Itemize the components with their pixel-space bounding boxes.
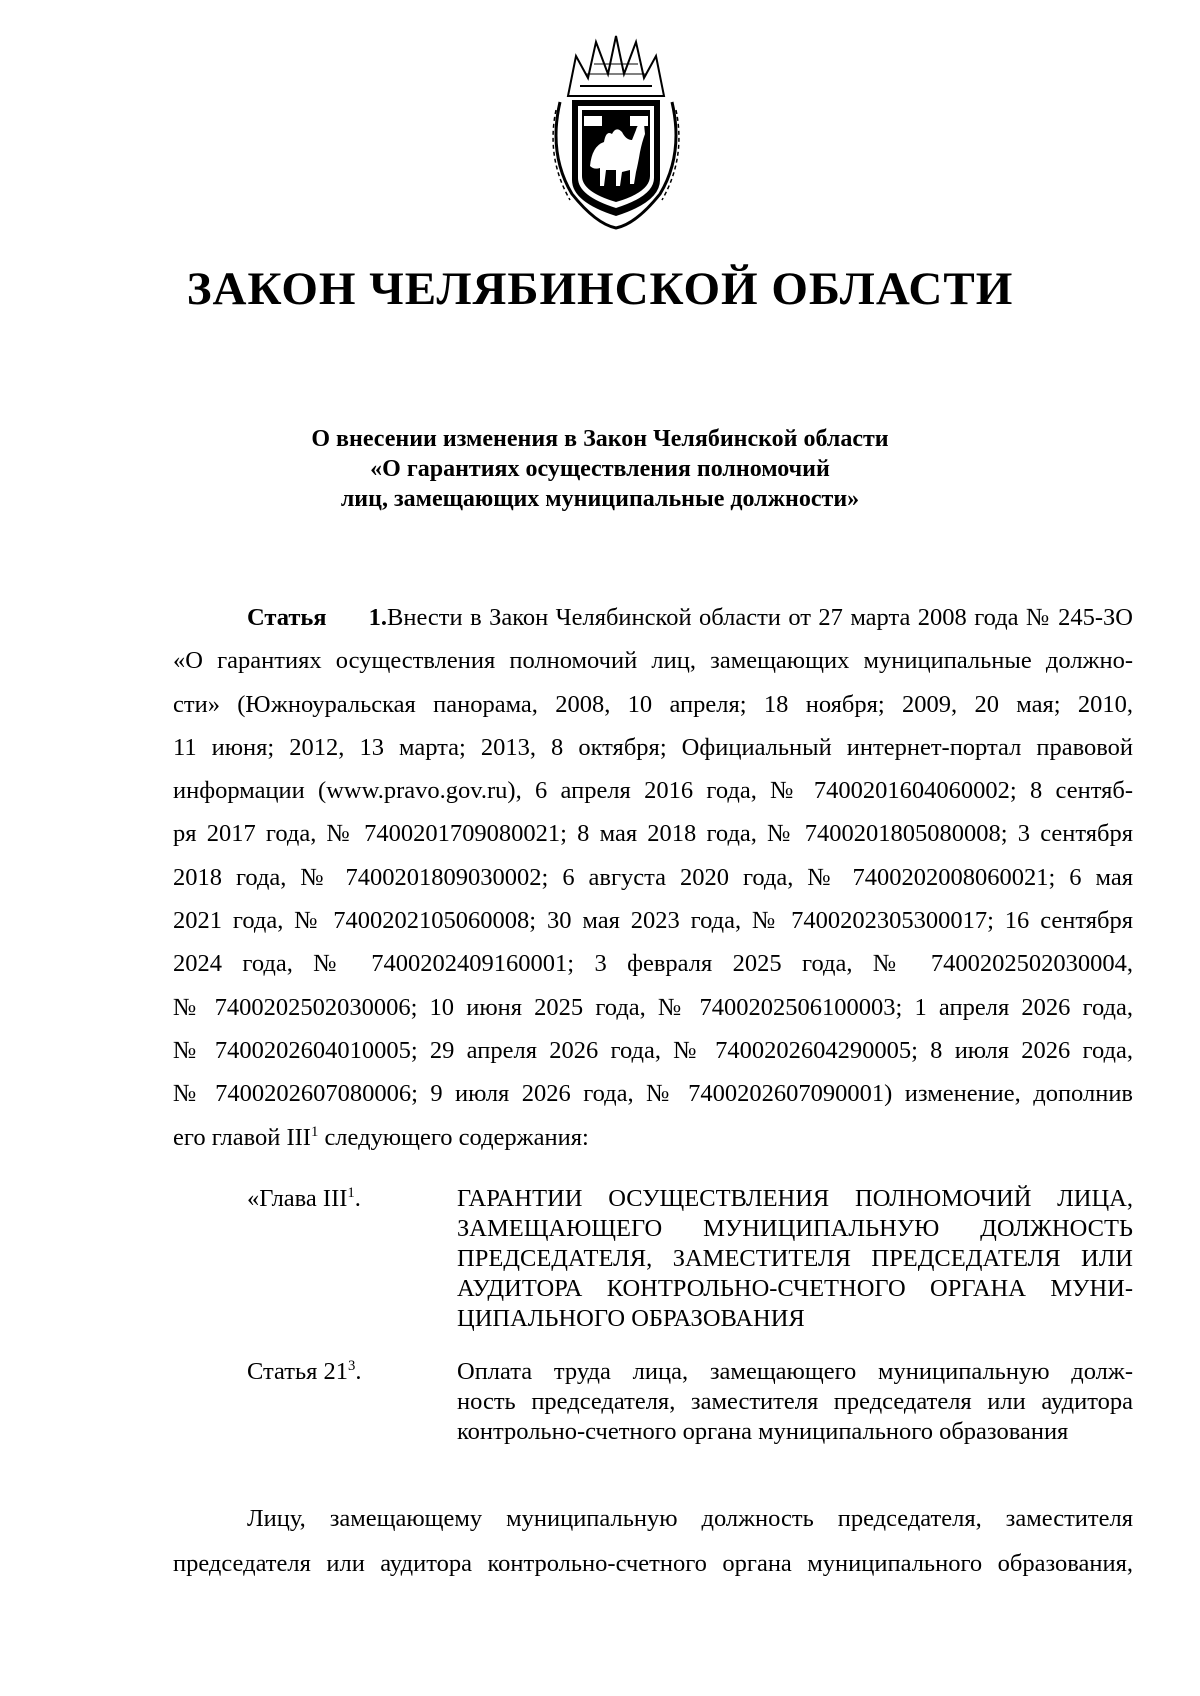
subtitle-line: «О гарантиях осуществления полномочий — [370, 456, 830, 482]
article-1-line: № 7400202502030006; 10 июня 2025 года, № 7400202506100003; 1 апреля 2026 года, — [173, 993, 1133, 1021]
subtitle-line: лиц, замещающих муниципальные должности» — [340, 486, 860, 512]
law-title: ЗАКОН ЧЕЛЯБИНСКОЙ ОБЛАСТИ — [186, 263, 1014, 315]
article-1-last-line: его главой III$^1$ следующего содержания: — [173, 1123, 589, 1151]
article-1-line: «О гарантиях осуществления полномочий лиц, замещающих муниципальные должно- — [173, 647, 1133, 675]
article-1 — [173, 596, 1133, 1159]
article-21-3-title — [457, 1357, 1133, 1447]
article-1-text-start: Внести в Закон Челябинской области от 27 марта 2008 года № 245-ЗО — [387, 604, 1133, 631]
article-21-3-label: Статья $21^3$. — [247, 1357, 362, 1385]
article-1-line: № 7400202607080006; 9 июля 2026 года, № 7400202607090001) изменение, дополнив — [173, 1080, 1133, 1108]
article-1-line: 2018 года, № 7400201809030002; 6 августа 2020 года, № 7400202008060021; 6 мая — [173, 863, 1133, 891]
chapter-label: «Глава III$^1$. — [247, 1184, 361, 1212]
article-21-3-title-line: контрольно-счетного органа муниципального образования — [457, 1418, 1069, 1445]
chapter-title-line: ГАРАНТИИ ОСУЩЕСТВЛЕНИЯ ПОЛНОМОЧИЙ ЛИЦА, — [457, 1185, 1133, 1212]
article-1-line: 2024 года, № 7400202409160001; 3 февраля 2025 года, № 7400202502030004, — [173, 950, 1133, 978]
article-1-line: ря 2017 года, № 7400201709080021; 8 мая 2018 года, № 7400201805080008; 3 сентября — [173, 820, 1133, 848]
article-1-heading: Статья 1. — [247, 604, 387, 631]
chapter-title-line: ЦИПАЛЬНОГО ОБРАЗОВАНИЯ — [457, 1305, 805, 1332]
article-1-line: информации (www.pravo.gov.ru), 6 апреля 2016 года, № 7400201604060002; 8 сентяб- — [173, 777, 1133, 805]
chapter-title-line: ПРЕДСЕДАТЕЛЯ, ЗАМЕСТИТЕЛЯ ПРЕДСЕДАТЕЛЯ ИЛИ — [457, 1245, 1133, 1272]
law-subtitle — [0, 424, 1200, 514]
article-21-3-title-line: Оплата труда лица, замещающего муниципальную долж- — [457, 1358, 1133, 1385]
article-1-line: сти» (Южноуральская панорама, 2008, 10 апреля; 18 ноября; 2009, 20 мая; 2010, — [173, 690, 1133, 718]
subtitle-line: О внесении изменения в Закон Челябинской области — [311, 426, 889, 452]
article-1-line: 11 июня; 2012, 13 марта; 2013, 8 октября; Официальный интернет-портал правовой — [173, 733, 1133, 761]
paragraph-line: председателя или аудитора контрольно-счетного органа муниципального образования, — [173, 1550, 1133, 1577]
article-1-line: № 7400202604010005; 29 апреля 2026 года, № 7400202604290005; 8 июля 2026 года, — [173, 1036, 1133, 1064]
chelyabinsk-coat-of-arms-icon — [546, 34, 686, 230]
chapter-title-line: ЗАМЕЩАЮЩЕГО МУНИЦИПАЛЬНУЮ ДОЛЖНОСТЬ — [457, 1215, 1133, 1242]
article-21-3-title-line: ность председателя, заместителя председателя или аудитора — [457, 1388, 1133, 1415]
article-1-first-line — [173, 596, 1133, 639]
article-1-line: 2021 года, № 7400202105060008; 30 мая 2023 года, № 7400202305300017; 16 сентября — [173, 907, 1133, 935]
chapter-title — [457, 1184, 1133, 1334]
chapter-title-line: АУДИТОРА КОНТРОЛЬНО-СЧЕТНОГО ОРГАНА МУНИ- — [457, 1275, 1133, 1302]
paragraph-line: Лицу, замещающему муниципальную должность председателя, заместителя — [247, 1505, 1133, 1532]
article-21-3-paragraph — [173, 1496, 1133, 1586]
